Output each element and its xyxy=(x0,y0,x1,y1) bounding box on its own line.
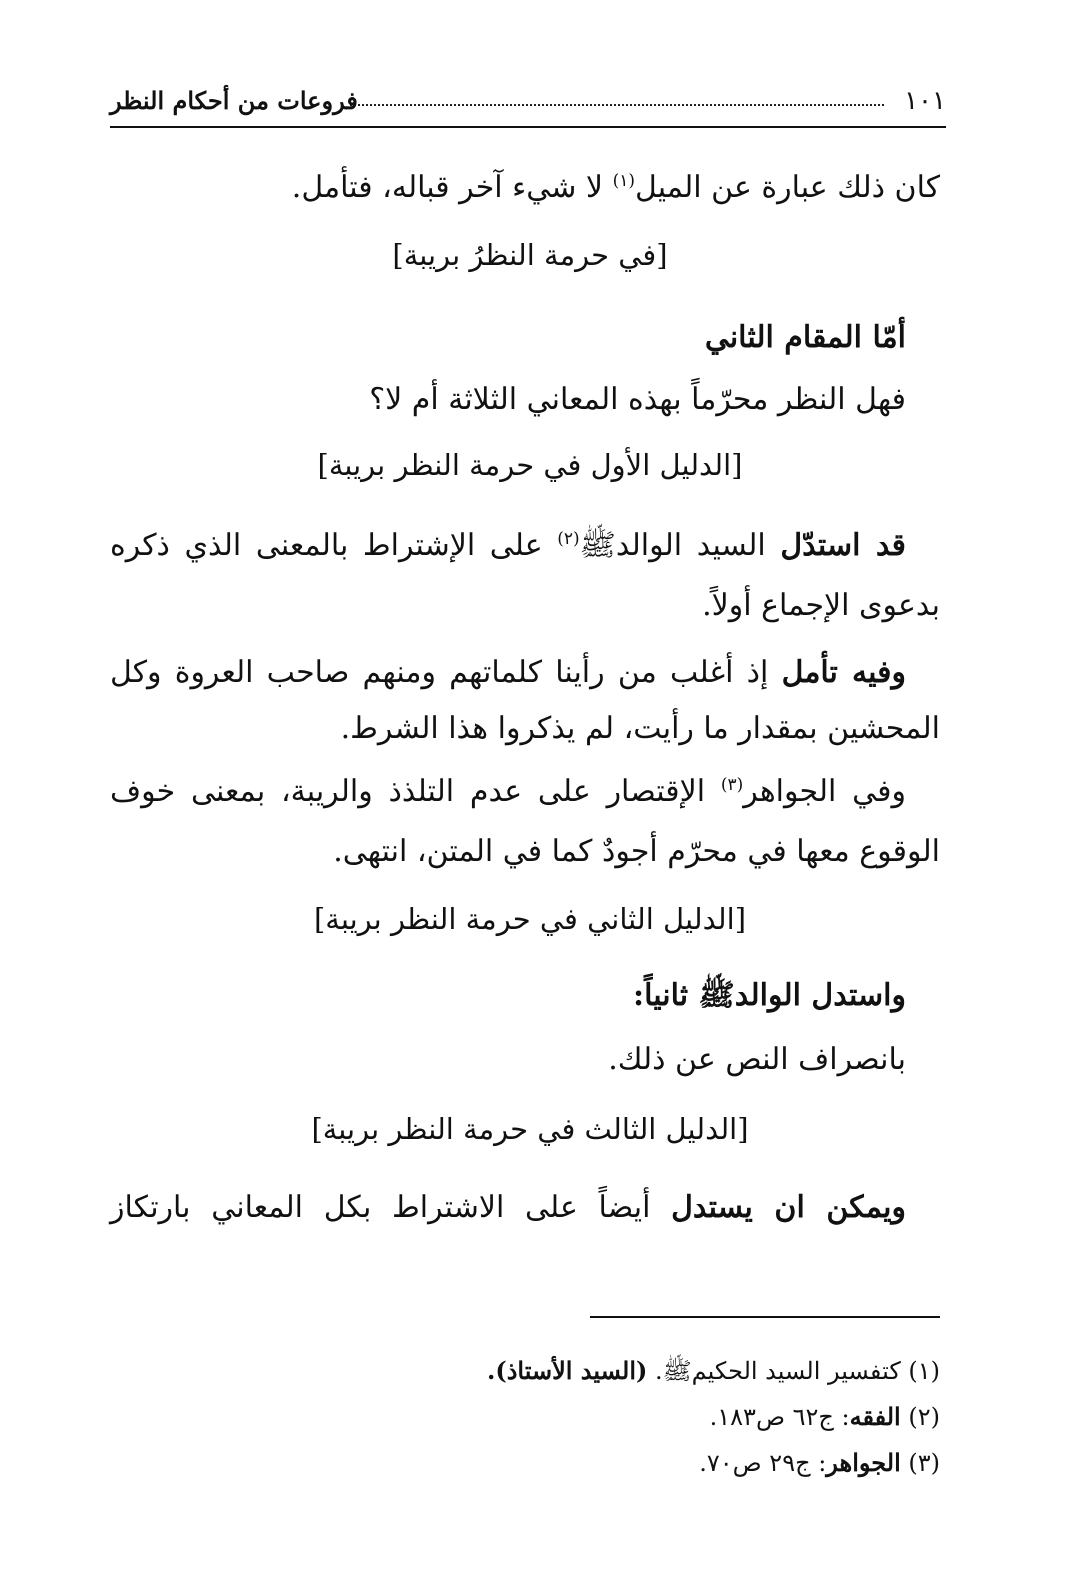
page-number: ١٠١ xyxy=(904,86,946,116)
text-span: إذ أغلب من رأينا كلماتهم ومنهم صاحب العروة وكل xyxy=(110,655,782,690)
text-span: أيضاً على الاشتراط بكل المعاني بارتكاز xyxy=(110,1190,672,1225)
paragraph-line xyxy=(633,978,906,1014)
subheading: [الدليل الثاني في حرمة النظر بريبة] xyxy=(313,902,747,936)
footnote-2 xyxy=(710,1402,940,1431)
subheading: [الدليل الأول في حرمة النظر بريبة] xyxy=(317,448,743,482)
footnote-text: (١) كتفسير السيد الحكيمﷺ. xyxy=(647,1357,940,1385)
footnote-ref-1[interactable]: (١) xyxy=(612,171,635,191)
lead-phrase: قد استدّل xyxy=(780,528,907,563)
lead-phrase: واستدل الوالدﷺ ثانياً: xyxy=(633,978,906,1013)
footnote-3 xyxy=(699,1448,940,1477)
footnote-text: : ج٢٩ ص٧٠. xyxy=(699,1449,827,1477)
text-span: لا شيء آخر قباله، فتأمل. xyxy=(291,170,613,205)
footnote-separator xyxy=(590,1316,940,1318)
footnote-1 xyxy=(487,1356,940,1391)
footnote-source: (السيد الأستاذ). xyxy=(487,1356,648,1385)
text-span: كان ذلك عبارة عن الميل xyxy=(634,170,940,205)
paragraph-line: بانصراف النص عن ذلك. xyxy=(608,1042,906,1077)
footnote-number: (٣) xyxy=(900,1449,940,1477)
paragraph-line: المحشين بمقدار ما رأيت، لم يذكروا هذا الشرط. xyxy=(340,711,940,746)
footnote-source: الجواهر xyxy=(826,1448,901,1477)
lead-phrase: وفيه تأمل xyxy=(781,655,906,690)
subheading: [الدليل الثالث في حرمة النظر بريبة] xyxy=(311,1112,749,1146)
footnote-source: الفقه xyxy=(849,1402,901,1431)
section-title-text: أمّا المقام الثاني xyxy=(704,320,906,355)
footnote-ref-3[interactable]: (٣) xyxy=(720,775,744,795)
footnote-text: : ج٦٢ ص١٨٣. xyxy=(709,1403,850,1431)
paragraph-line: بدعوى الإجماع أولاً. xyxy=(702,588,940,623)
paragraph-line: الوقوع معها في محرّم أجودٌ كما في المتن، انتهى. xyxy=(333,834,940,869)
paragraph-line xyxy=(110,1190,906,1226)
text-span: السيد الوالدﷺ xyxy=(579,528,781,563)
footnote-ref-2[interactable]: (٢) xyxy=(557,529,580,549)
text-span: على الإشتراط بالمعنى الذي ذكره xyxy=(110,528,558,563)
header-leader-dots xyxy=(350,104,884,106)
question-line: فهل النظر محرّماً بهذه المعاني الثلاثة أم لا؟ xyxy=(369,382,906,417)
text-span: الإقتصار على عدم التلذذ والريبة، بمعنى خوف xyxy=(110,774,721,809)
running-header xyxy=(110,80,946,124)
header-rule xyxy=(110,126,946,128)
subheading: [في حرمة النظرُ بريبة] xyxy=(392,238,668,272)
section-title xyxy=(705,320,906,356)
text-span: وفي الجواهر xyxy=(743,774,906,809)
paragraph-line xyxy=(110,774,906,810)
paragraph-line xyxy=(110,528,906,564)
lead-phrase: ويمكن ان يستدل xyxy=(671,1190,906,1225)
running-title: فروعات من أحكام النظر xyxy=(110,86,358,115)
paragraph-line xyxy=(110,655,906,691)
footnote-number: (٢) xyxy=(900,1403,940,1431)
paragraph-line xyxy=(292,170,940,206)
